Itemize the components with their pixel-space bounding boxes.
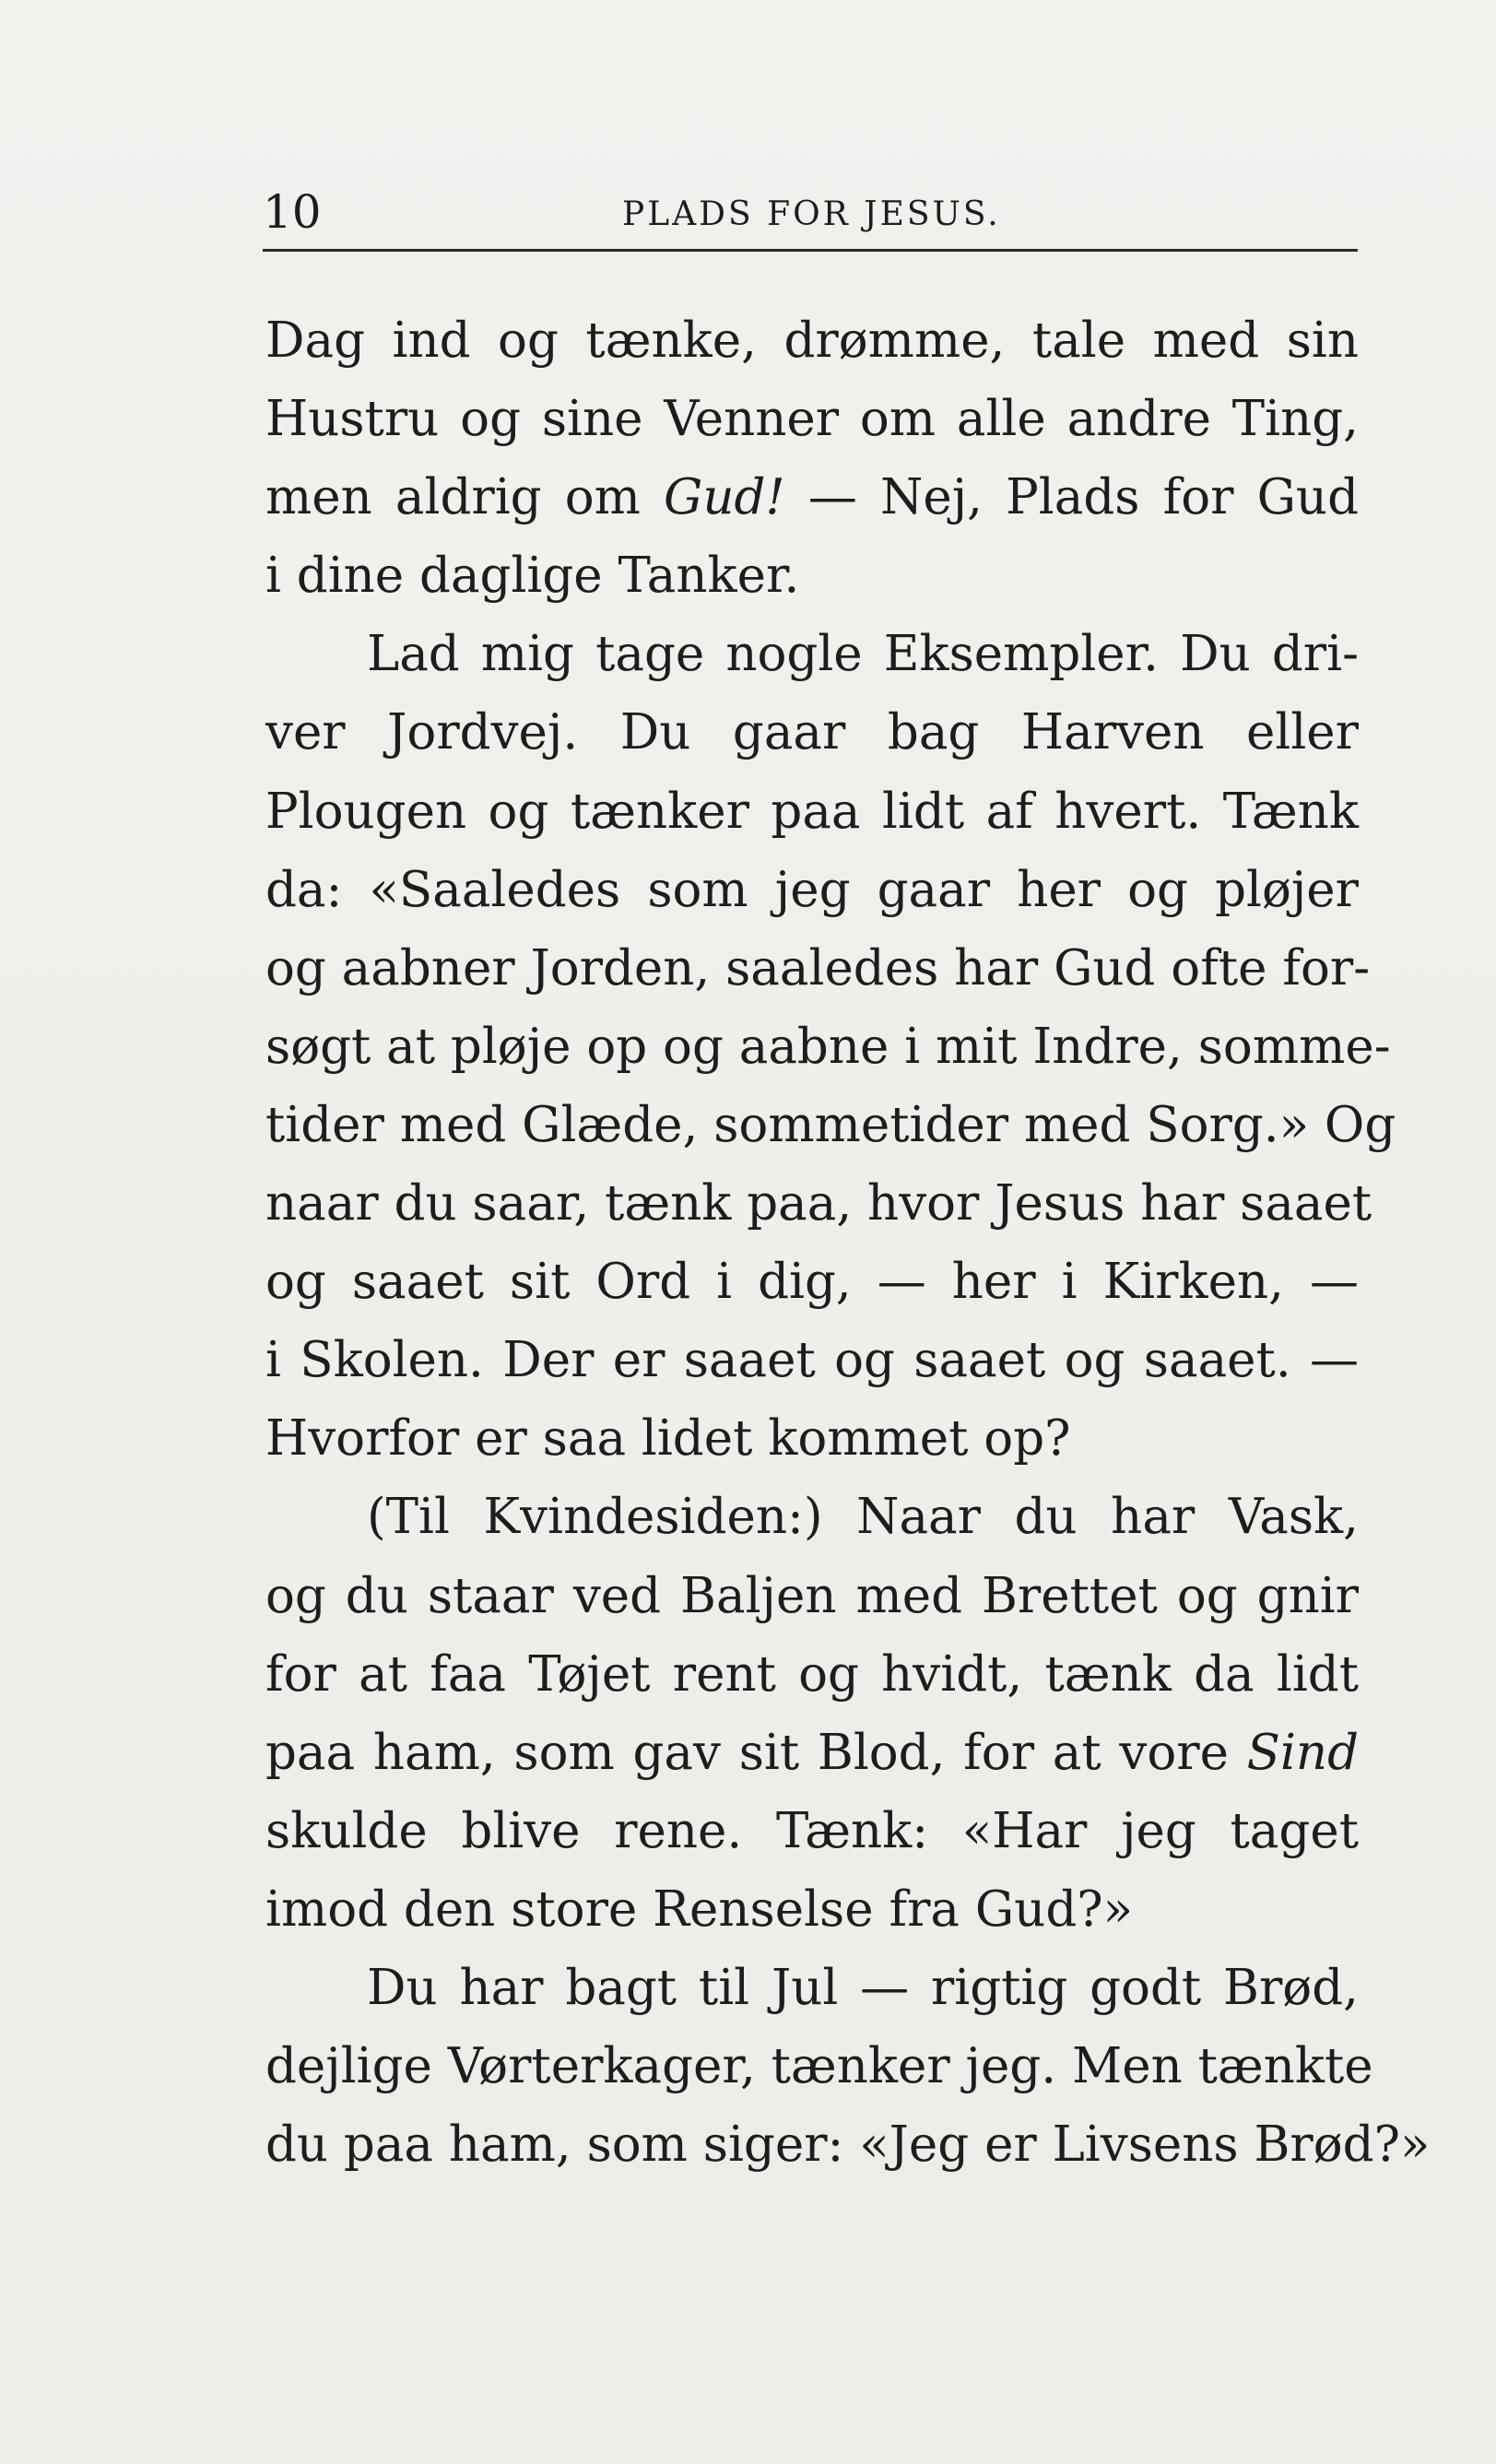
text-line: Plougen og tænker paa lidt af hvert. Tænk — [265, 783, 1359, 840]
text-line: tider med Glæde, sommetider med Sorg.» Og — [265, 1096, 1396, 1153]
text-line: imod den store Renselse fra Gud?» — [265, 1880, 1134, 1938]
text-line: Dag ind og tænke, drømme, tale med sin — [265, 312, 1359, 369]
paragraph-start-line: Du har bagt til Jul — rigtig godt Brød, — [367, 1959, 1359, 2016]
header-rule — [263, 249, 1358, 252]
text-line: i Skolen. Der er saaet og saaet og saaet. — — [265, 1332, 1359, 1389]
text-line — [265, 1716, 1359, 1795]
text-run: men aldrig om — [265, 469, 665, 526]
text-line — [265, 461, 1359, 539]
paragraph-start-line: Lad mig tage nogle Eksempler. Du dri- — [367, 626, 1359, 683]
running-title: PLADS FOR JESUS. — [622, 195, 1001, 233]
text-line: og saaet sit Ord i dig, — her i Kirken, — — [265, 1254, 1359, 1311]
text-run: — Nej, Plads for Gud — [784, 469, 1359, 526]
italic-word: Sind — [1246, 1724, 1359, 1781]
text-line: Hustru og sine Venner om alle andre Ting, — [265, 391, 1359, 448]
page-header — [263, 180, 1358, 244]
text-line: Hvorfor er saa lidet kommet op? — [265, 1410, 1071, 1468]
text-line: ver Jordvej. Du gaar bag Harven eller — [265, 704, 1359, 761]
text-run: paa ham, som gav sit Blod, for at vore — [265, 1724, 1247, 1781]
body-text — [265, 304, 1431, 2187]
text-line: da: «Saaledes som jeg gaar her og pløjer — [265, 861, 1359, 918]
text-line: for at faa Tøjet rent og hvidt, tænk da lidt — [265, 1645, 1359, 1703]
text-line: skulde blive rene. Tænk: «Har jeg taget — [265, 1802, 1359, 1859]
text-line: i dine daglige Tanker. — [265, 548, 800, 605]
paragraph-start-line: (Til Kvindesiden:) Naar du har Vask, — [367, 1489, 1359, 1546]
text-line: dejlige Vørterkager, tænker jeg. Men tænkte — [265, 2038, 1373, 2095]
page-number: 10 — [263, 185, 322, 239]
text-line: og aabner Jorden, saaledes har Gud ofte for- — [265, 939, 1371, 996]
text-line: søgt at pløje op og aabne i mit Indre, somme- — [265, 1018, 1391, 1075]
text-line: og du staar ved Baljen med Brettet og gnir — [265, 1567, 1359, 1624]
text-line: du paa ham, som siger: «Jeg er Livsens Brød?» — [265, 2116, 1431, 2174]
text-line: naar du saar, tænk paa, hvor Jesus har saaet — [265, 1175, 1372, 1232]
italic-word: Gud! — [664, 469, 785, 526]
